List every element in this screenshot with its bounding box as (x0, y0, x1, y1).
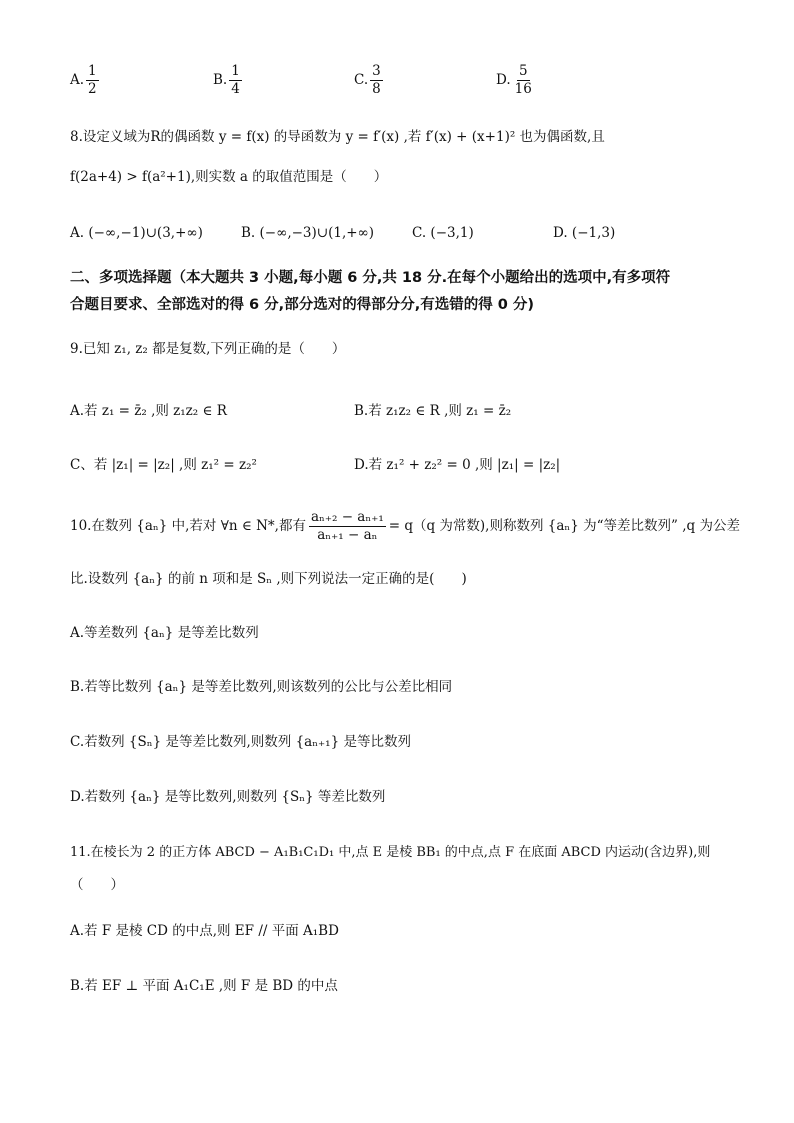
q7-option-a (70, 64, 99, 97)
q10-option-c: C.若数列 {Sₙ} 是等差比数列,则数列 {aₙ₊₁} 是等比数列 (70, 734, 411, 750)
fraction-denominator: 4 (231, 80, 240, 97)
q10-stem-line2: 比.设数列 {aₙ} 的前 n 项和是 Sₙ ,则下列说法一定正确的是( ) (70, 571, 467, 587)
q11-option-b: B.若 EF ⊥ 平面 A₁C₁E ,则 F 是 BD 的中点 (70, 978, 338, 994)
q9-option-c: C、若 |z₁| = |z₂| ,则 z₁² = z₂² (70, 457, 257, 473)
q8-option-a: A. (−∞,−1)∪(3,+∞) (70, 225, 203, 241)
q9-option-d: D.若 z₁² + z₂² = 0 ,则 |z₁| = |z₂| (354, 457, 561, 473)
q8-stem-line2: f(2a+4) > f(a²+1),则实数 a 的取值范围是（ ） (70, 169, 388, 185)
option-label: B. (213, 71, 228, 88)
option-label: D. (496, 71, 511, 88)
q7-option-b (213, 64, 242, 97)
option-label: A. (70, 71, 85, 88)
q10-stem-prefix: 10.在数列 {aₙ} 中,若对 ∀n ∈ N*,都有 (70, 517, 306, 534)
q11-stem-line1: 11.在棱长为 2 的正方体 ABCD − A₁B₁C₁D₁ 中,点 E 是棱 BB₁ 的中点,点 F 在底面 ABCD 内运动(含边界),则 (70, 845, 711, 860)
fraction-numerator: 1 (231, 63, 240, 79)
fraction-denominator: 2 (88, 80, 97, 97)
section-heading-line1: 二、多项选择题（本大题共 3 小题,每小题 6 分,共 18 分.在每个小题给出的选项中,有多项符 (70, 270, 671, 286)
q10-option-d: D.若数列 {aₙ} 是等比数列,则数列 {Sₙ} 等差比数列 (70, 789, 386, 805)
option-label: C. (354, 71, 369, 88)
fraction (86, 64, 99, 97)
section-heading-line2: 合题目要求、全部选对的得 6 分,部分选对的得部分分,有选错的得 0 分) (70, 297, 535, 313)
q10-stem-suffix: = q（q 为常数),则称数列 {aₙ} 为“等差比数列” ,q 为公差 (388, 517, 740, 534)
fraction (229, 64, 242, 97)
q8-option-c: C. (−3,1) (412, 225, 474, 241)
q8-stem-line1: 8.设定义域为R的偶函数 y = f(x) 的导函数为 y = f′(x) ,若 f′(x) + (x+1)² 也为偶函数,且 (70, 129, 605, 145)
q10-fraction (309, 510, 386, 543)
fraction-denominator: 8 (372, 80, 381, 97)
q10-option-b: B.若等比数列 {aₙ} 是等差比数列,则该数列的公比与公差比相同 (70, 679, 453, 695)
fraction (513, 64, 534, 97)
q7-option-c (354, 64, 383, 97)
q11-option-a: A.若 F 是棱 CD 的中点,则 EF // 平面 A₁BD (70, 923, 339, 939)
fraction (370, 64, 383, 97)
q9-option-b: B.若 z₁z₂ ∈ R ,则 z₁ = z̄₂ (354, 403, 512, 419)
q9-option-a: A.若 z₁ = z̄₂ ,则 z₁z₂ ∈ R (70, 403, 227, 419)
fraction-numerator: 1 (88, 63, 97, 79)
q11-stem-line2: （ ） (70, 877, 124, 893)
q7-option-d (496, 64, 534, 97)
q10-option-a: A.等差数列 {aₙ} 是等差比数列 (70, 625, 259, 641)
fraction-denominator: 16 (514, 80, 532, 97)
fraction-numerator: 3 (372, 63, 381, 79)
fraction-numerator: aₙ₊₂ − aₙ₊₁ (310, 509, 384, 525)
fraction-denominator: aₙ₊₁ − aₙ (317, 526, 378, 543)
q10-stem-line1 (70, 510, 740, 543)
fraction-numerator: 5 (518, 63, 528, 79)
q8-option-d: D. (−1,3) (553, 225, 616, 241)
q8-option-b: B. (−∞,−3)∪(1,+∞) (241, 225, 375, 241)
q9-stem: 9.已知 z₁, z₂ 都是复数,下列正确的是（ ） (70, 341, 346, 357)
